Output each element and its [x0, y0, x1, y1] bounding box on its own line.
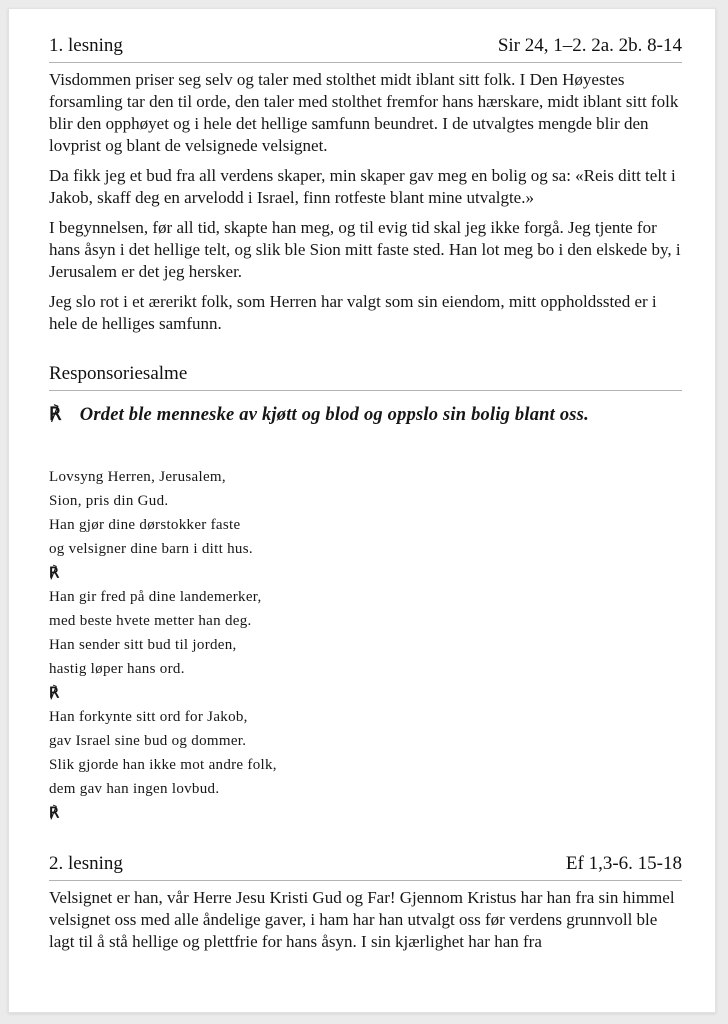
psalm-verse-line: Lovsyng Herren, Jerusalem, [49, 469, 226, 485]
psalm-verse-line: Han forkynte sitt ord for Jakob, [49, 709, 248, 725]
reading-2-scripture-reference: Ef 1,3-6. 15-18 [565, 853, 682, 874]
reading-1-paragraph: Jeg slo rot i et ærerikt folk, som Herren har valgt som sin eiendom, mitt oppholdssted er i hele de helliges samfunn. [49, 292, 657, 333]
psalm-verse-line: Han gjør dine dørstokker faste [49, 517, 241, 533]
reading-1-paragraph: I begynnelsen, før all tid, skapte han meg, og til evig tid skal jeg ikke forgå. Jeg tjente for hans åsyn i det hellige telt, og slik ble Sion mitt faste sted. Han lot meg bo i den elskede by, i Jerusalem er det jeg hersker. [49, 218, 681, 281]
psalm-verses [49, 465, 682, 825]
psalm-verse-line: Sion, pris din Gud. [49, 493, 169, 509]
psalm-response-line [49, 403, 682, 427]
psalm-verse-line: med beste hvete metter han deg. [49, 613, 252, 629]
psalm-verse-line: og velsigner dine barn i ditt hus. [49, 541, 253, 557]
reading-2-header [49, 853, 682, 881]
response-r-icon: ℟ [49, 684, 60, 702]
psalm-verse-line: gav Israel sine bud og dommer. [49, 733, 247, 749]
reading-1-title: 1. lesning [49, 35, 123, 56]
psalm-verse-line: Slik gjorde han ikke mot andre folk, [49, 757, 277, 773]
reading-1-paragraph: Da fikk jeg et bud fra all verdens skaper, min skaper gav meg en bolig og sa: «Reis ditt telt i Jakob, skaff deg en arvelodd i Israel, finn rotfeste blant mine utvalgte.» [49, 166, 676, 207]
psalm-verse-line: hastig løper hans ord. [49, 661, 185, 677]
psalm-verse-line: dem gav han ingen lovbud. [49, 781, 220, 797]
reading-1-scripture-reference: Sir 24, 1–2. 2a. 2b. 8-14 [497, 35, 682, 56]
reading-1-header [49, 35, 682, 63]
response-r-icon: ℟ [49, 564, 60, 582]
response-r-icon: ℟ [49, 804, 60, 822]
psalm-title: Responsoriesalme [49, 363, 188, 384]
psalm-response-text: Ordet ble menneske av kjøtt og blod og oppslo sin bolig blant oss. [79, 405, 589, 425]
psalm-verse-line: Han gir fred på dine landemerker, [49, 589, 262, 605]
psalm-header [49, 363, 682, 391]
response-r-icon: ℟ [49, 404, 62, 425]
document-page [8, 8, 716, 1013]
reading-2-title: 2. lesning [49, 853, 123, 874]
reading-1-paragraph: Visdommen priser seg selv og taler med stolthet midt iblant sitt folk. I Den Høyestes forsamling tar den til orde, den taler med stolthet fremfor hans hærskare, midt iblant sitt folk blir den opphøyet og i hele det hellige samfunn beundret. I de utvalgtes mengde blir den lovprist og blant de velsignede velsignet. [49, 70, 679, 155]
reading-2-paragraph: Velsignet er han, vår Herre Jesu Kristi Gud og Far! Gjennom Kristus har han fra sin himmel velsignet oss med alle åndelige gaver, i ham har han utvalgt oss før verdens grunnvoll ble lagt til å stå hellige og plettfrie for hans åsyn. I sin kjærlighet har han fra [49, 888, 675, 951]
psalm-verse-line: Han sender sitt bud til jorden, [49, 637, 237, 653]
